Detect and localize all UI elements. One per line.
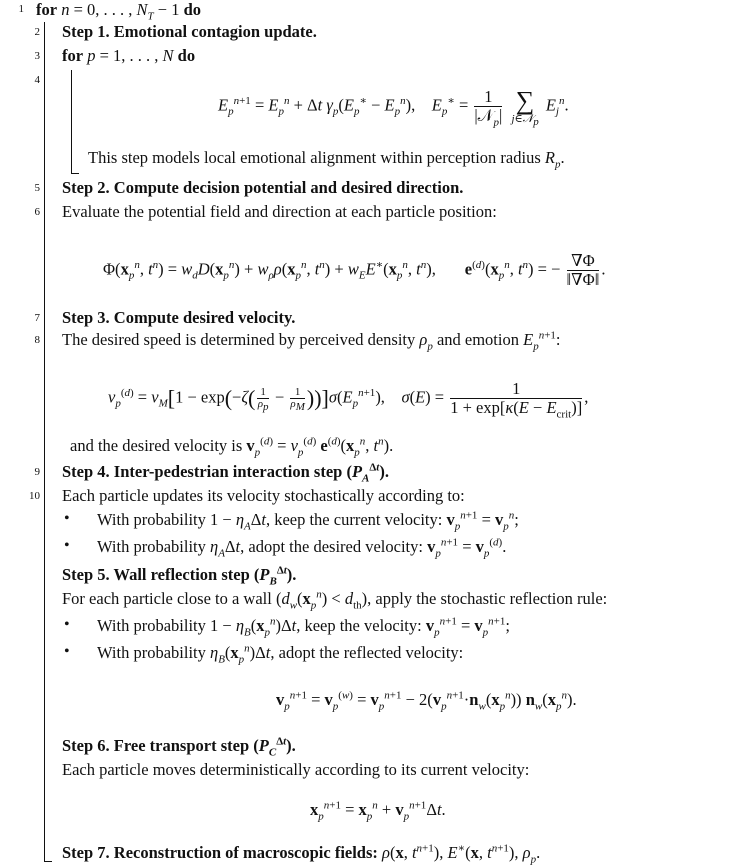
line-number-9: 9 (34, 466, 40, 478)
step3-after-text: and the desired velocity is (70, 436, 243, 455)
step6-title: Step 6. Free transport step (62, 736, 250, 755)
emotion-update-equation: $E_p^{n+1} = E_p^n + \Delta t$ $\gamma_p(E_p^∗ - E_p^n)$, $E_p^∗$ = $\frac{1}{|𝒩_p|}$ ∑ j∈𝒩$_p$ $E_j^n$. (218, 85, 569, 129)
step5-text: For each particle close to a wall $(d_w(x_p^n) < d_{th})$, apply the stochastic reflection rule: (62, 588, 608, 612)
inner-for-keyword: for (62, 46, 84, 65)
step5-bullet2-prefix: With probability (97, 643, 206, 662)
inner-do-keyword: do (177, 46, 196, 65)
step4-bullet1-mid: , keep the current velocity: (265, 510, 443, 529)
line-number-6: 6 (34, 206, 40, 218)
outer-for-line: for n = 0, . . . , $N_T - 1$ do (36, 0, 202, 23)
step3-text: The desired speed is determined by perceived density $\rho_p$ and emotion $E_p^{n+1}$: (62, 329, 561, 353)
inner-for-foot (71, 173, 79, 174)
line-number-1: 1 (18, 3, 24, 15)
step2-title: Step 2. Compute decision potential and desired direction. (62, 178, 464, 197)
step4-bullet2-prefix: With probability (97, 537, 206, 556)
line-number-7: 7 (34, 312, 40, 324)
step4-bullet2-mid: , adopt the desired velocity: (240, 537, 423, 556)
step5-text-prefix: For each particle close to a wall (62, 589, 272, 608)
step1-comment: This step models local emotional alignment within perception radius $R_p$. (88, 148, 565, 171)
bullet-icon: • (64, 537, 70, 554)
step5-title: Step 5. Wall reflection step (62, 565, 250, 584)
desired-speed-equation: $v_p^{(d)} = v_M[1 - \exp(-\zeta$( $\frac{1}{\rho_p}$ − $\frac{1}{\rho_M}$ ))]$\sigma(E_p^{n+1})$, σ(E) = $\frac{1}{1 + \exp[\kappa(E - E_{crit})]}$ , (108, 379, 589, 421)
bullet-icon: • (64, 616, 70, 633)
step6-text: Each particle moves deterministically according to its current velocity: (62, 760, 530, 779)
line-number-4: 4 (34, 74, 40, 86)
line-number-8: 8 (34, 334, 40, 346)
step2-text: Evaluate the potential field and direction at each particle position: (62, 202, 497, 221)
for-keyword: for (36, 0, 58, 19)
step4-bullet2: With probability $\eta_A\Delta t$, adopt the desired velocity: $v_p^{n+1} = v_p^{(d)}$. (97, 536, 507, 560)
step7-title: Step 7. Reconstruction of macroscopic fields: (62, 843, 378, 862)
step4-text: Each particle updates its velocity stochastically according to: (62, 486, 465, 505)
step4-title-line: Step 4. Inter-pedestrian interaction step $(P_A^{\Delta t})$. (62, 461, 389, 485)
line-number-5: 5 (34, 182, 40, 194)
do-keyword: do (183, 0, 202, 19)
step3-text-prefix: The desired speed is determined by perceived density (62, 330, 416, 349)
step7-line: Step 7. Reconstruction of macroscopic fields: ρ(x, $t^{n+1}$), E∗(x, $t^{n+1}$), $\rho_p$. (62, 842, 541, 866)
step5-bullet2-mid: , adopt the reflected velocity: (270, 643, 464, 662)
potential-equation: $\Phi(x_p^n$, $t^n) = w_dD(x_p^n) + w_\rho\rho(x_p^n$, $t^n) + w_EE^∗(x_p^n$, $t^n$), $e^{(d)}(x_p^n$, $t^n$) = − $\frac{\nabla\Phi}{‖\nabla\Phi‖}$ . (103, 251, 606, 289)
transport-equation: $x_p^{n+1} = x_p^n + v_p^{n+1}\Delta t$. (310, 799, 446, 823)
for-block-bar (44, 22, 45, 862)
bullet-icon: • (64, 643, 70, 660)
step4-bullet1: With probability $1 - \eta_A\Delta t$, keep the current velocity: $v_p^{n+1} = v_p^n$; (97, 509, 519, 533)
step3-text-mid: and emotion (436, 330, 519, 349)
step6-title-line: Step 6. Free transport step $(P_C^{\Delta t})$. (62, 735, 296, 759)
bullet-icon: • (64, 510, 70, 527)
line-number-10: 10 (29, 490, 40, 502)
inner-for-line: for p = 1, . . . , N do (62, 46, 196, 65)
step1-title: Step 1. Emotional contagion update. (62, 22, 317, 41)
inner-for-bar (71, 70, 72, 174)
reflection-equation: $v_p^{n+1} = v_p^{(w)} = v_p^{n+1} - 2(v_p^{n+1}\cdot n_w(x_p^n))$ $n_w(x_p^n)$. (276, 689, 577, 713)
desired-velocity-line: and the desired velocity is $v_p^{(d)} = v_p^{(d)}$ $e^{(d)}(x_p^n$, $t^n$). (70, 435, 394, 459)
step5-bullet2: With probability $\eta_B(x_p^n)\Delta t$, adopt the reflected velocity: (97, 642, 464, 666)
step5-title-line: Step 5. Wall reflection step $(P_B^{\Delta t})$. (62, 564, 297, 588)
step5-bullet1-prefix: With probability (97, 616, 206, 635)
step5-bullet1-mid: , keep the velocity: (296, 616, 422, 635)
line-number-3: 3 (34, 50, 40, 62)
step5-bullet1: With probability $1 - \eta_B(x_p^n)\Delta t$, keep the velocity: $v_p^{n+1} = v_p^{n+1}$; (97, 615, 510, 639)
step1-comment-text: This step models local emotional alignment within perception radius (88, 148, 541, 167)
step5-text-suffix: , apply the stochastic reflection rule: (367, 589, 608, 608)
step4-bullet1-prefix: With probability (97, 510, 206, 529)
for-block-foot (44, 861, 52, 862)
step4-title: Step 4. Inter-pedestrian interaction step (62, 462, 343, 481)
line-number-2: 2 (34, 26, 40, 38)
step3-title: Step 3. Compute desired velocity. (62, 308, 296, 327)
